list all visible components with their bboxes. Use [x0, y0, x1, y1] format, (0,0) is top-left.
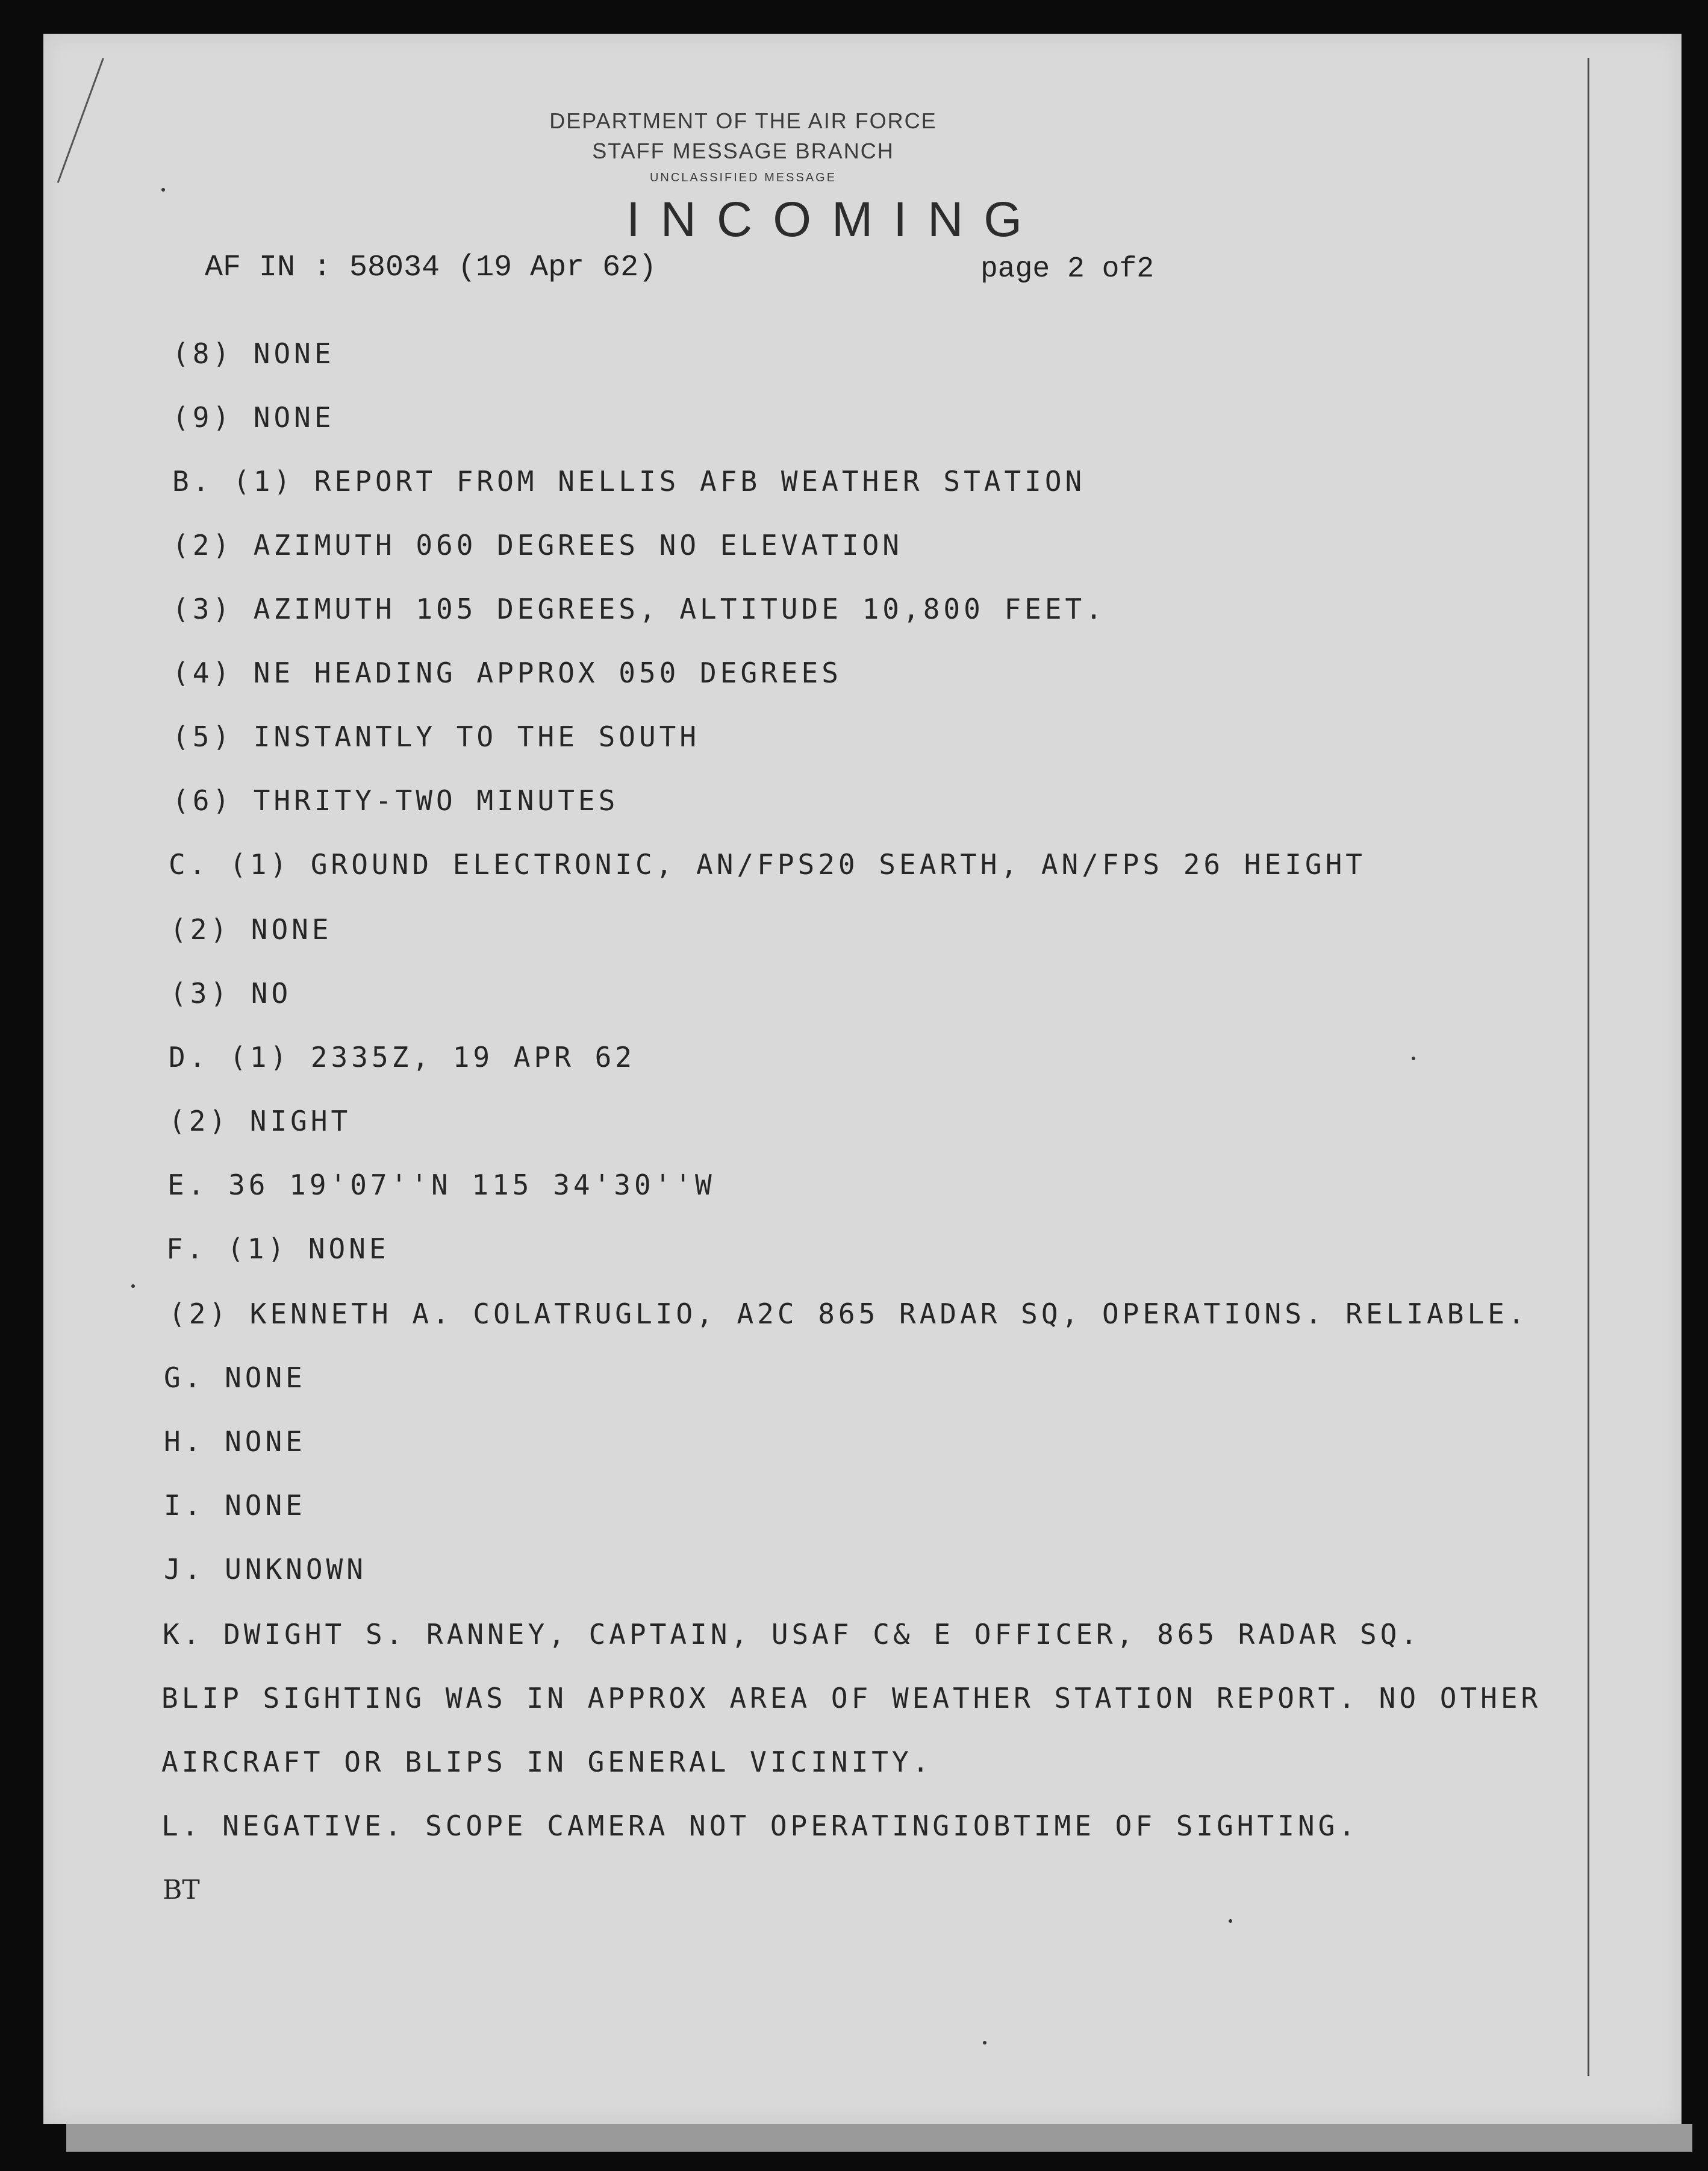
page-indicator: page 2 of2 [980, 253, 1155, 286]
body-line: C. (1) GROUND ELECTRONIC, AN/FPS20 SEARTH, AN/FPS 26 HEIGHT [169, 848, 1366, 881]
body-line: I. NONE [164, 1489, 306, 1522]
scan-speck [1229, 1919, 1232, 1923]
page-edge [66, 2124, 1692, 2152]
scan-speck [131, 1284, 135, 1288]
body-line: E. 36 19'07''N 115 34'30''W [167, 1169, 715, 1201]
page-margin-line [1588, 58, 1589, 2076]
body-line: B. (1) REPORT FROM NELLIS AFB WEATHER STATION [172, 465, 1086, 498]
body-line: J. UNKNOWN [164, 1553, 367, 1585]
body-line: D. (1) 2335Z, 19 APR 62 [169, 1041, 635, 1073]
classification-label: UNCLASSIFIED MESSAGE [649, 171, 837, 184]
body-line: (2) NIGHT [169, 1105, 352, 1137]
body-line: F. (1) NONE [166, 1232, 390, 1265]
body-line: H. NONE [164, 1425, 306, 1458]
scan-speck [983, 2041, 986, 2044]
body-line: (2) KENNETH A. COLATRUGLIO, A2C 865 RADAR SQ, OPERATIONS. RELIABLE. [169, 1298, 1529, 1330]
body-line: BT [163, 1875, 200, 1905]
message-type-title: INCOMING [626, 192, 1043, 247]
body-line: L. NEGATIVE. SCOPE CAMERA NOT OPERATINGIOBTIME OF SIGHTING. [161, 1810, 1359, 1842]
body-line: (5) INSTANTLY TO THE SOUTH [172, 720, 700, 753]
body-line: BLIP SIGHTING WAS IN APPROX AREA OF WEATHER STATION REPORT. NO OTHER [161, 1682, 1542, 1714]
body-line: (2) AZIMUTH 060 DEGREES NO ELEVATION [172, 529, 903, 561]
body-line: G. NONE [164, 1361, 306, 1394]
branch-heading: STAFF MESSAGE BRANCH [592, 139, 894, 163]
body-line: (8) NONE [172, 337, 335, 370]
body-line: K. DWIGHT S. RANNEY, CAPTAIN, USAF C& E OFFICER, 865 RADAR SQ. [163, 1618, 1421, 1651]
body-line: (4) NE HEADING APPROX 050 DEGREES [172, 657, 842, 689]
department-heading: DEPARTMENT OF THE AIR FORCE [549, 108, 937, 133]
body-line: (3) AZIMUTH 105 DEGREES, ALTITUDE 10,800 FEET. [172, 593, 1106, 625]
body-line: (3) NO [170, 977, 292, 1010]
body-line: (2) NONE [170, 913, 332, 946]
body-line: AIRCRAFT OR BLIPS IN GENERAL VICINITY. [161, 1746, 933, 1778]
scan-speck [161, 188, 165, 192]
body-line: (9) NONE [172, 401, 335, 434]
scan-speck [1412, 1057, 1415, 1060]
af-in-reference: AF IN : 58034 (19 Apr 62) [205, 251, 657, 285]
body-line: (6) THRITY-TWO MINUTES [172, 784, 619, 817]
